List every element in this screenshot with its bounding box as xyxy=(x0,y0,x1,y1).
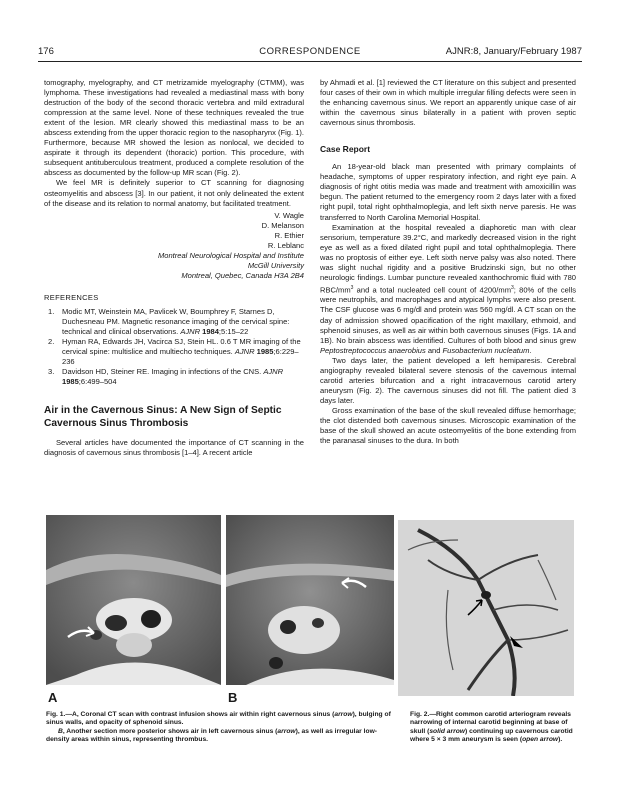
affiliation-line: Montreal, Quebec, Canada H3A 2B4 xyxy=(181,270,304,280)
caption-italic: open arrow xyxy=(522,736,559,744)
figure-label-a: A xyxy=(48,690,58,705)
running-header xyxy=(38,46,582,60)
text-run: and xyxy=(425,345,443,355)
caption-text: ), as well as irregular low-density areas within sinus, representing thrombus. xyxy=(46,727,378,744)
left-column xyxy=(44,78,304,458)
paragraph: Two days later, the patient developed a left hemiparesis. Cerebral angiography revealed bilateral severe stenosis of the cavernous internal carotid arteries bifurcation and a right intracavernous carotid artery aneurysm (Fig. 2). The cavernous sinuses did not fill. The patient died 3 days later. xyxy=(320,355,576,405)
ct-scan-image-b xyxy=(226,515,394,685)
ct-scan-a-graphic xyxy=(46,515,221,685)
affiliation-line: McGill University xyxy=(247,260,304,270)
caption-italic: arrow xyxy=(334,711,353,718)
superscript: 3 xyxy=(350,284,354,291)
right-column xyxy=(320,78,576,446)
reference-item xyxy=(44,337,304,367)
header-rule xyxy=(38,61,582,62)
caption-text: Fig. 1.—A, Coronal CT scan with contrast infusion shows air within right cavernous sinus ( xyxy=(46,711,335,718)
reference-journal: AJNR xyxy=(263,367,284,377)
reference-year: 1985 xyxy=(62,377,79,387)
reference-item xyxy=(44,367,304,387)
caption-text: ), bulging of sinus walls, and opacity of sphenoid sinus. xyxy=(46,711,391,727)
caption-text: Fig. 2.—Right common carotid arteriogram reveals narrowing of internal carotid beginning at base of skull ( xyxy=(410,711,571,735)
ct-scan-b-graphic xyxy=(226,515,394,685)
paragraph: tomography, myelography, and CT metrizamide myelography (CTMM), was lymphoma. These investigations had revealed a mediastinal mass with bony destruction of the body of the second thoracic vertebra and mild extradural compression at the same level. None of these techniques revealed the true extent of the lesion. MR clearly showed this mediastinal mass to be an abscess extending from the upper thoracic region to the nasopharynx (Fig. 1). Furthermore, because MR showed the lesion as nonlocal, we decided to aspirate it through its dependent (thoracic) portion. This procedure, with subsequent antituberculous treatment, produced a complete resolution of the abscess as documented by the follow-up MR scan (Fig. 2). xyxy=(44,78,304,178)
journal-citation: AJNR:8, January/February 1987 xyxy=(445,46,582,57)
figure-1-caption xyxy=(46,711,391,745)
author-name: D. Melanson xyxy=(261,220,304,230)
author-name: R. Ethier xyxy=(274,230,304,240)
caption-text: ). xyxy=(558,736,563,744)
reference-journal: AJNR xyxy=(234,347,255,357)
caption-italic: arrow xyxy=(277,727,296,735)
reference-number: 1. xyxy=(48,306,55,316)
author-signature xyxy=(44,211,304,281)
reference-pages: ;5:15–22 xyxy=(218,327,249,337)
arteriogram-image xyxy=(398,520,574,696)
text-run: Examination at the hospital revealed a diaphoretic man with clear sensorium, temperature 39.2°C, and markedly decreased vision in the right eye as well as a fixed dilated right pupil and total ophthalmoplegia. There was no proptosis of either eye. Left sixth nerve palsy was also noted. There was slight nuchal rigidity and a positive Brudzinski sign, but no other neurologic findings. Lumbar puncture revealed xanthochromic fluid with 780 RBC/mm xyxy=(320,222,576,295)
reference-journal: AJNR xyxy=(180,327,201,337)
case-report-heading: Case Report xyxy=(320,144,371,155)
article-title: Air in the Cavernous Sinus: A New Sign of Septic Cavernous Sinus Thrombosis xyxy=(44,405,282,429)
caption-text: , Another section more posterior shows air in left cavernous sinus ( xyxy=(62,727,278,735)
reference-item xyxy=(44,307,304,337)
reference-number: 3. xyxy=(48,367,55,377)
author-name: R. Leblanc xyxy=(267,240,304,250)
text-run: and a total nucleated cell count of 4200/mm xyxy=(353,285,511,295)
reference-number: 2. xyxy=(48,337,55,347)
section-title: CORRESPONDENCE xyxy=(259,46,361,57)
reference-year: 1985 xyxy=(254,347,274,357)
author-name: V. Wagle xyxy=(274,210,304,220)
reference-year: 1984 xyxy=(200,327,219,337)
arteriogram-graphic xyxy=(398,520,574,696)
paragraph xyxy=(320,223,576,356)
paragraph: Gross examination of the base of the skull revealed diffuse hemorrhage; the clot distended both cavernous sinuses. Microscopic examination of the base of the skull showed an acute osteomyelitis of the bone extending from the paranasal sinuses to the dura. In both xyxy=(320,405,576,446)
reference-text: Hyman RA, Edwards JH, Vacirca SJ, Stein HL. 0.6 T MR imaging of the cervical spine: multislice and multiecho techniques. xyxy=(62,337,301,357)
reference-pages: ;6:499–504 xyxy=(78,377,117,387)
paragraph: by Ahmadi et al. [1] reviewed the CT literature on this subject and presented four cases of their own in which multiple irregular filling defects were seen in the enhancing cavernous sinus. We report an apparently unique case of air within the cavernous sinus bilaterally in a patient with proven septic cavernous sinus thrombosis. xyxy=(320,78,576,128)
caption-italic: B xyxy=(58,727,63,735)
references-heading: REFERENCES xyxy=(44,292,99,302)
caption-text: ) continuing up cavernous carotid where 5 × 3 mm aneurysm is seen ( xyxy=(410,727,573,744)
text-run: . xyxy=(529,345,532,355)
page-number: 176 xyxy=(38,46,54,57)
organism-name: Peptostreptococcus anaerobius xyxy=(320,345,426,355)
text-run: ; 80% of the cells were neutrophils, and macrophages and atypical lymphs were also present. The CSF glucose was 6 mg/dl and protein was 560 mg/dl. A CT scan on the day of admission showed opacification of the right maxillary, ethmoid, and sphenoid sinuses, as well as air within both cavernous sinuses (Figs. 1A and 1B). No brain abscess was identified. Cultures of both blood and sinus grew xyxy=(320,285,576,345)
reference-pages: ;6:229–236 xyxy=(62,347,299,367)
paragraph: We feel MR is definitely superior to CT scanning for diagnosing osteomyelitis and abscess [3]. In our patient, it not only delineated the extent of the disease and its relation to normal anatomy, but facilitated treatment. xyxy=(44,178,304,208)
organism-name: Fusobacterium nucleatum xyxy=(442,345,530,355)
paragraph: Several articles have documented the importance of CT scanning in the diagnosis of cavernous sinus thrombosis [1–4]. A recent article xyxy=(44,438,304,458)
caption-italic: solid arrow xyxy=(429,727,466,735)
figure-2-caption xyxy=(410,711,575,745)
superscript: 3 xyxy=(510,284,514,291)
paragraph: An 18-year-old black man presented with primary complaints of headache, symptoms of upper respiratory infection, and right eye pain. A diagnosis of right otitis media was made and treatment with amoxicillin was begun. The patient returned to the emergency room 2 days later with a fixed right pupil, total right ophthalmoplegia, and left sixth nerve paresis. He was transferred to North Carolina Memorial Hospital. xyxy=(320,162,576,222)
ct-scan-image-a xyxy=(46,515,221,685)
figure-label-b: B xyxy=(228,690,238,705)
reference-text: Modic MT, Weinstein MA, Pavlicek W, Boumphrey F, Starnes D, Duchesneau PM. Magnetic resonance imaging of the cervical spine: technical and clinical observations. xyxy=(62,306,290,337)
reference-list xyxy=(44,307,304,387)
affiliation-line: Montreal Neurological Hospital and Institute xyxy=(158,250,304,260)
reference-text: Davidson HD, Steiner RE. Imaging in infections of the CNS. xyxy=(62,367,264,377)
